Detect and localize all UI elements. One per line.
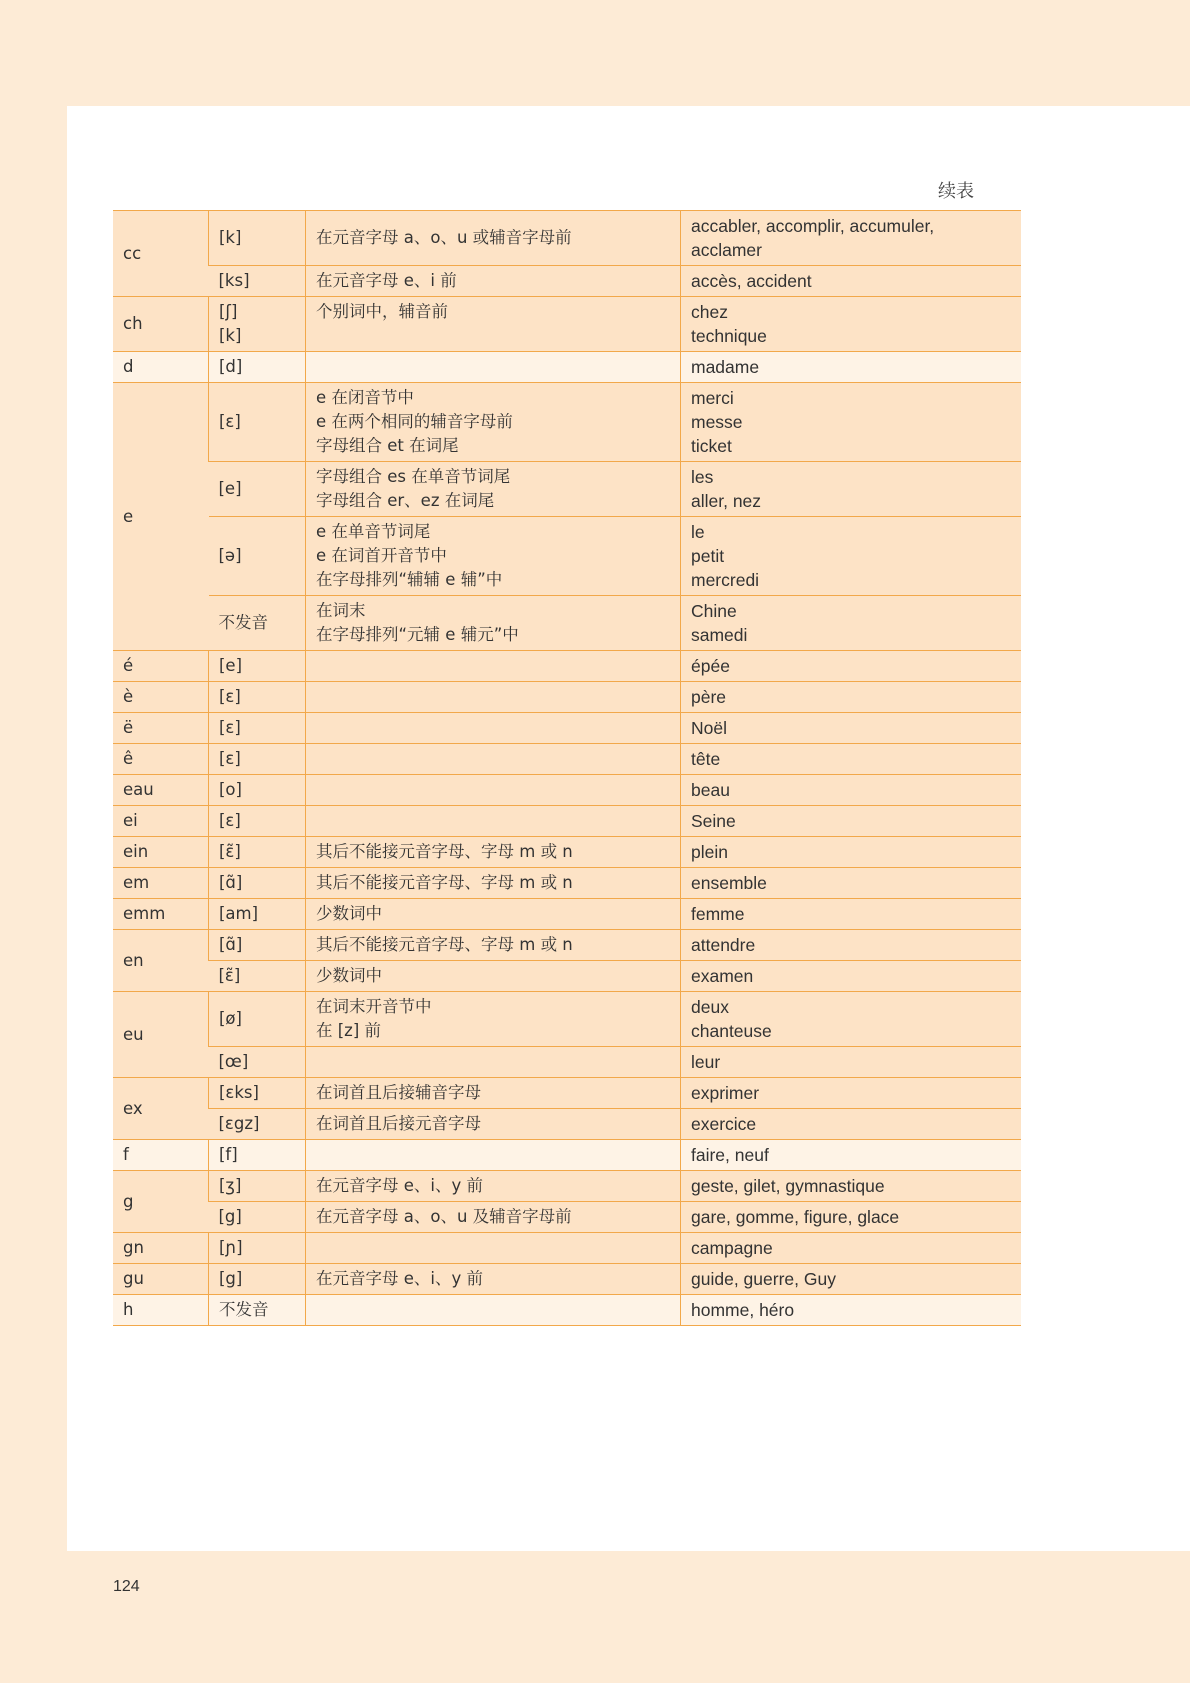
- table-row: [113, 1078, 1021, 1109]
- phonetic-cell-line: [o]: [219, 780, 242, 799]
- letter-cell: [113, 1078, 209, 1140]
- table-row: [113, 651, 1021, 682]
- letter-label: é: [123, 656, 134, 675]
- table-row: [113, 1171, 1021, 1202]
- phonetic-cell-line: [ɑ̃]: [219, 873, 243, 892]
- letter-label: ë: [123, 718, 134, 737]
- rule-cell: [306, 651, 681, 682]
- example-cell-line: petit: [691, 546, 725, 566]
- phonetic-cell: [209, 1295, 306, 1326]
- rule-cell-line: e 在闭音节中: [316, 388, 414, 407]
- rule-cell: [306, 517, 681, 596]
- example-cell: [681, 806, 1022, 837]
- example-cell-line: examen: [691, 966, 754, 986]
- rule-cell-line: 在字母排列“元辅 e 辅元”中: [316, 625, 519, 644]
- rule-cell: [306, 211, 681, 266]
- letter-cell: [113, 899, 209, 930]
- example-cell: [681, 1264, 1022, 1295]
- phonetic-cell: [209, 266, 306, 297]
- example-cell: [681, 837, 1022, 868]
- phonetic-cell: [209, 1109, 306, 1140]
- phonetic-cell: [209, 930, 306, 961]
- example-cell-line: ensemble: [691, 873, 767, 893]
- table-row: [113, 1264, 1021, 1295]
- rule-cell-line: 在元音字母 a、o、u 或辅音字母前: [316, 228, 572, 247]
- example-cell-line: Noël: [691, 718, 727, 738]
- example-cell-line: guide, guerre, Guy: [691, 1269, 836, 1289]
- rule-cell: [306, 383, 681, 462]
- rule-cell: [306, 1109, 681, 1140]
- example-cell: [681, 1171, 1022, 1202]
- rule-cell-line: 少数词中: [316, 966, 382, 985]
- rule-cell-line: 少数词中: [316, 904, 382, 923]
- continued-label: 续表: [938, 181, 974, 202]
- rule-cell: [306, 744, 681, 775]
- example-cell-line: geste, gilet, gymnastique: [691, 1176, 885, 1196]
- phonetic-cell-line: [ɛ̃]: [219, 842, 241, 861]
- phonetic-cell: [209, 352, 306, 383]
- phonetic-cell: [209, 462, 306, 517]
- phonetic-cell: [209, 211, 306, 266]
- rule-cell: [306, 1047, 681, 1078]
- rule-cell-line: e 在两个相同的辅音字母前: [316, 412, 513, 431]
- table-row: [113, 930, 1021, 961]
- letter-label: h: [123, 1300, 134, 1319]
- letter-cell: [113, 868, 209, 899]
- letter-cell: [113, 806, 209, 837]
- table-row: [113, 596, 1021, 651]
- letter-cell: [113, 1295, 209, 1326]
- phonetic-cell: [209, 1047, 306, 1078]
- example-cell-line: accabler, accomplir, accumuler,: [691, 216, 935, 236]
- phonetic-cell: [209, 1233, 306, 1264]
- letter-label: d: [123, 357, 134, 376]
- example-cell-line: campagne: [691, 1238, 773, 1258]
- example-cell-line: Seine: [691, 811, 736, 831]
- letter-cell: [113, 682, 209, 713]
- example-cell-line: homme, héro: [691, 1300, 795, 1320]
- letter-cell: [113, 744, 209, 775]
- example-cell: [681, 596, 1022, 651]
- rule-cell-line: 字母组合 et 在词尾: [316, 436, 459, 455]
- rule-cell: [306, 806, 681, 837]
- phonetic-cell: [209, 837, 306, 868]
- rule-cell: [306, 682, 681, 713]
- table-row: [113, 1233, 1021, 1264]
- letter-cell: [113, 211, 209, 297]
- example-cell: [681, 1233, 1022, 1264]
- phonetic-cell-line: [ɛ̃]: [218, 966, 241, 985]
- rule-cell: [306, 1264, 681, 1295]
- example-cell: [681, 297, 1022, 352]
- phonetic-cell-line: [ɛks]: [219, 1083, 259, 1102]
- letter-cell: [113, 1140, 209, 1171]
- example-cell-line: tête: [691, 749, 721, 769]
- letter-cell: [113, 837, 209, 868]
- rule-cell-line: 在词首且后接元音字母: [316, 1114, 481, 1133]
- phonetic-cell-line: [ʃ]: [219, 302, 238, 321]
- phonetic-cell-line: [d]: [219, 357, 243, 376]
- letter-label: en: [123, 950, 144, 970]
- table-row: [113, 211, 1021, 266]
- phonetic-cell-line: [ɲ]: [219, 1238, 243, 1257]
- rule-cell-line: 在字母排列“辅辅 e 辅”中: [316, 570, 503, 589]
- table-row: [113, 775, 1021, 806]
- letter-label: cc: [123, 243, 142, 263]
- rule-cell: [306, 930, 681, 961]
- example-cell: [681, 1078, 1022, 1109]
- example-cell-line: mercredi: [691, 570, 760, 590]
- example-cell-line: samedi: [691, 625, 748, 645]
- table-row: [113, 1047, 1021, 1078]
- letter-label: f: [123, 1145, 129, 1164]
- example-cell: [681, 352, 1022, 383]
- example-cell-line: chez: [691, 302, 728, 322]
- example-cell-line: le: [691, 522, 705, 542]
- phonetic-cell-line: [ɛgz]: [218, 1114, 260, 1133]
- letter-cell: [113, 383, 209, 651]
- example-cell-line: merci: [691, 388, 734, 408]
- rule-cell: [306, 596, 681, 651]
- phonetic-cell: [209, 1264, 306, 1295]
- phonetic-cell: [209, 383, 306, 462]
- rule-cell-line: 在元音字母 a、o、u 及辅音字母前: [316, 1207, 572, 1226]
- rule-cell: [306, 868, 681, 899]
- example-cell: [681, 462, 1022, 517]
- example-cell: [681, 517, 1022, 596]
- example-cell: [681, 744, 1022, 775]
- table-row: [113, 806, 1021, 837]
- letter-label: è: [123, 687, 134, 706]
- phonetic-cell: [209, 682, 306, 713]
- rule-cell: [306, 1171, 681, 1202]
- phonetic-cell: [209, 868, 306, 899]
- letter-label: gn: [123, 1238, 144, 1257]
- example-cell-line: accès, accident: [691, 271, 812, 291]
- rule-cell: [306, 1202, 681, 1233]
- table-row: [113, 899, 1021, 930]
- rule-cell-line: 其后不能接元音字母、字母 m 或 n: [316, 842, 573, 861]
- example-cell-line: technique: [691, 326, 767, 346]
- rule-cell-line: 在元音字母 e、i、y 前: [316, 1269, 483, 1288]
- table-row: [113, 462, 1021, 517]
- phonetic-cell-line: [k]: [219, 228, 242, 247]
- phonetic-cell-line: [g]: [219, 1269, 243, 1288]
- rule-cell-line: 在词末: [316, 601, 366, 620]
- example-cell: [681, 992, 1022, 1047]
- example-cell-line: madame: [691, 357, 760, 377]
- phonetic-cell: [209, 713, 306, 744]
- phonetic-cell-line: [g]: [218, 1207, 242, 1226]
- phonetic-cell: [209, 775, 306, 806]
- letter-label: e: [123, 506, 134, 526]
- rule-cell-line: 在词末开音节中: [316, 997, 432, 1016]
- example-cell-line: épée: [691, 656, 730, 676]
- letter-cell: [113, 1264, 209, 1295]
- table-row: [113, 297, 1021, 352]
- letter-cell: [113, 297, 209, 352]
- table-row: [113, 682, 1021, 713]
- example-cell-line: exprimer: [691, 1083, 760, 1103]
- phonetic-cell-line: [ə]: [218, 546, 242, 565]
- rule-cell-line: e 在单音节词尾: [316, 522, 431, 541]
- rule-cell-line: 字母组合 er、ez 在词尾: [316, 491, 495, 510]
- example-cell-line: les: [691, 467, 714, 487]
- phonetic-cell-line: [ɛ]: [219, 749, 241, 768]
- letter-label: ei: [123, 811, 138, 830]
- table-row: [113, 1140, 1021, 1171]
- table-row: [113, 1202, 1021, 1233]
- phonetic-cell-line: [ks]: [218, 271, 250, 290]
- example-cell: [681, 930, 1022, 961]
- phonetic-cell: [209, 1140, 306, 1171]
- example-cell-line: chanteuse: [691, 1021, 772, 1041]
- letter-label: em: [123, 873, 150, 892]
- example-cell: [681, 1295, 1022, 1326]
- table-row: [113, 744, 1021, 775]
- letter-label: gu: [123, 1269, 144, 1288]
- table-row: [113, 713, 1021, 744]
- example-cell: [681, 211, 1022, 266]
- letter-label: eu: [123, 1024, 144, 1044]
- example-cell: [681, 383, 1022, 462]
- example-cell-line: leur: [691, 1052, 721, 1072]
- table-row: [113, 383, 1021, 462]
- phonetic-cell-line: [ʒ]: [219, 1176, 242, 1195]
- example-cell: [681, 1140, 1022, 1171]
- phonetic-cell-line: [f]: [219, 1145, 238, 1164]
- phonetic-cell-line: [am]: [219, 904, 259, 923]
- phonetic-cell-line: [k]: [219, 326, 242, 345]
- rule-cell: [306, 775, 681, 806]
- rule-cell: [306, 266, 681, 297]
- example-cell-line: ticket: [691, 436, 732, 456]
- table-row: [113, 517, 1021, 596]
- phonetic-cell-line: [œ]: [218, 1052, 249, 1071]
- example-cell: [681, 1109, 1022, 1140]
- example-cell: [681, 1202, 1022, 1233]
- phonetic-cell: [209, 744, 306, 775]
- phonetic-cell: [209, 1078, 306, 1109]
- example-cell: [681, 1047, 1022, 1078]
- phonetic-cell-line: [ɛ]: [219, 412, 241, 431]
- example-cell-line: deux: [691, 997, 729, 1017]
- rule-cell: [306, 297, 681, 352]
- rule-cell-line: 其后不能接元音字母、字母 m 或 n: [316, 873, 573, 892]
- rule-cell-line: 在元音字母 e、i、y 前: [316, 1176, 483, 1195]
- example-cell-line: messe: [691, 412, 743, 432]
- example-cell: [681, 713, 1022, 744]
- phonetic-cell: [209, 596, 306, 651]
- letter-cell: [113, 651, 209, 682]
- phonetic-cell: [209, 806, 306, 837]
- table-row: [113, 1295, 1021, 1326]
- table-row: [113, 868, 1021, 899]
- table-row: [113, 266, 1021, 297]
- rule-cell: [306, 1233, 681, 1264]
- phonetic-cell: [209, 1202, 306, 1233]
- example-cell: [681, 651, 1022, 682]
- letter-label: ein: [123, 842, 149, 861]
- example-cell-line: femme: [691, 904, 745, 924]
- letter-cell: [113, 930, 209, 992]
- example-cell-line: acclamer: [691, 240, 762, 260]
- phonetic-cell: [209, 651, 306, 682]
- letter-cell: [113, 352, 209, 383]
- rule-cell: [306, 1295, 681, 1326]
- example-cell-line: faire, neuf: [691, 1145, 769, 1165]
- table-row: [113, 352, 1021, 383]
- table-row: [113, 837, 1021, 868]
- letter-label: eau: [123, 780, 154, 799]
- phonetics-table-body: [113, 211, 1021, 1326]
- phonetic-cell-line: 不发音: [219, 1300, 269, 1319]
- rule-cell: [306, 1078, 681, 1109]
- letter-cell: [113, 713, 209, 744]
- rule-cell: [306, 992, 681, 1047]
- example-cell-line: attendre: [691, 935, 756, 955]
- rule-cell-line: 其后不能接元音字母、字母 m 或 n: [316, 935, 573, 954]
- phonetics-table: [113, 210, 1021, 1326]
- letter-label: ch: [123, 314, 143, 333]
- rule-cell: [306, 462, 681, 517]
- example-cell-line: aller, nez: [691, 491, 762, 511]
- letter-cell: [113, 775, 209, 806]
- phonetic-cell-line: [e]: [219, 656, 243, 675]
- rule-cell-line: 字母组合 es 在单音节词尾: [316, 467, 511, 486]
- rule-cell: [306, 837, 681, 868]
- phonetic-cell-line: [ø]: [219, 1009, 242, 1028]
- example-cell-line: gare, gomme, figure, glace: [691, 1207, 900, 1227]
- example-cell: [681, 961, 1022, 992]
- rule-cell-line: 在词首且后接辅音字母: [316, 1083, 481, 1102]
- example-cell: [681, 682, 1022, 713]
- rule-cell: [306, 352, 681, 383]
- phonetic-cell: [209, 992, 306, 1047]
- rule-cell: [306, 1140, 681, 1171]
- rule-cell: [306, 713, 681, 744]
- phonetic-cell: [209, 961, 306, 992]
- phonetic-cell: [209, 517, 306, 596]
- example-cell: [681, 899, 1022, 930]
- rule-cell-line: 在 [z] 前: [316, 1021, 382, 1040]
- rule-cell: [306, 899, 681, 930]
- letter-label: emm: [123, 904, 166, 923]
- letter-label: ê: [123, 749, 134, 768]
- table-row: [113, 992, 1021, 1047]
- example-cell-line: Chine: [691, 601, 737, 621]
- phonetic-cell-line: [ɛ]: [219, 811, 241, 830]
- example-cell-line: plein: [691, 842, 728, 862]
- letter-cell: [113, 992, 209, 1078]
- phonetic-cell: [209, 899, 306, 930]
- rule-cell-line: 在元音字母 e、i 前: [316, 271, 457, 290]
- phonetic-cell-line: [ɑ̃]: [219, 935, 243, 954]
- example-cell-line: exercice: [691, 1114, 757, 1134]
- letter-label: ex: [123, 1098, 143, 1118]
- phonetic-cell-line: [ɛ]: [219, 687, 241, 706]
- example-cell-line: beau: [691, 780, 730, 800]
- example-cell: [681, 868, 1022, 899]
- example-cell: [681, 266, 1022, 297]
- phonetic-cell-line: [e]: [218, 479, 242, 498]
- table-row: [113, 1109, 1021, 1140]
- page-number: 124: [113, 1578, 140, 1595]
- example-cell-line: père: [691, 687, 727, 707]
- phonetic-cell-line: [ɛ]: [219, 718, 241, 737]
- letter-cell: [113, 1233, 209, 1264]
- rule-cell-line: e 在词首开音节中: [316, 546, 447, 565]
- table-row: [113, 961, 1021, 992]
- example-cell: [681, 775, 1022, 806]
- rule-cell-line: 个别词中，辅音前: [316, 302, 448, 321]
- phonetic-cell-line: 不发音: [218, 613, 268, 632]
- phonetic-cell: [209, 1171, 306, 1202]
- letter-label: g: [123, 1191, 134, 1211]
- phonetic-cell: [209, 297, 306, 352]
- rule-cell: [306, 961, 681, 992]
- letter-cell: [113, 1171, 209, 1233]
